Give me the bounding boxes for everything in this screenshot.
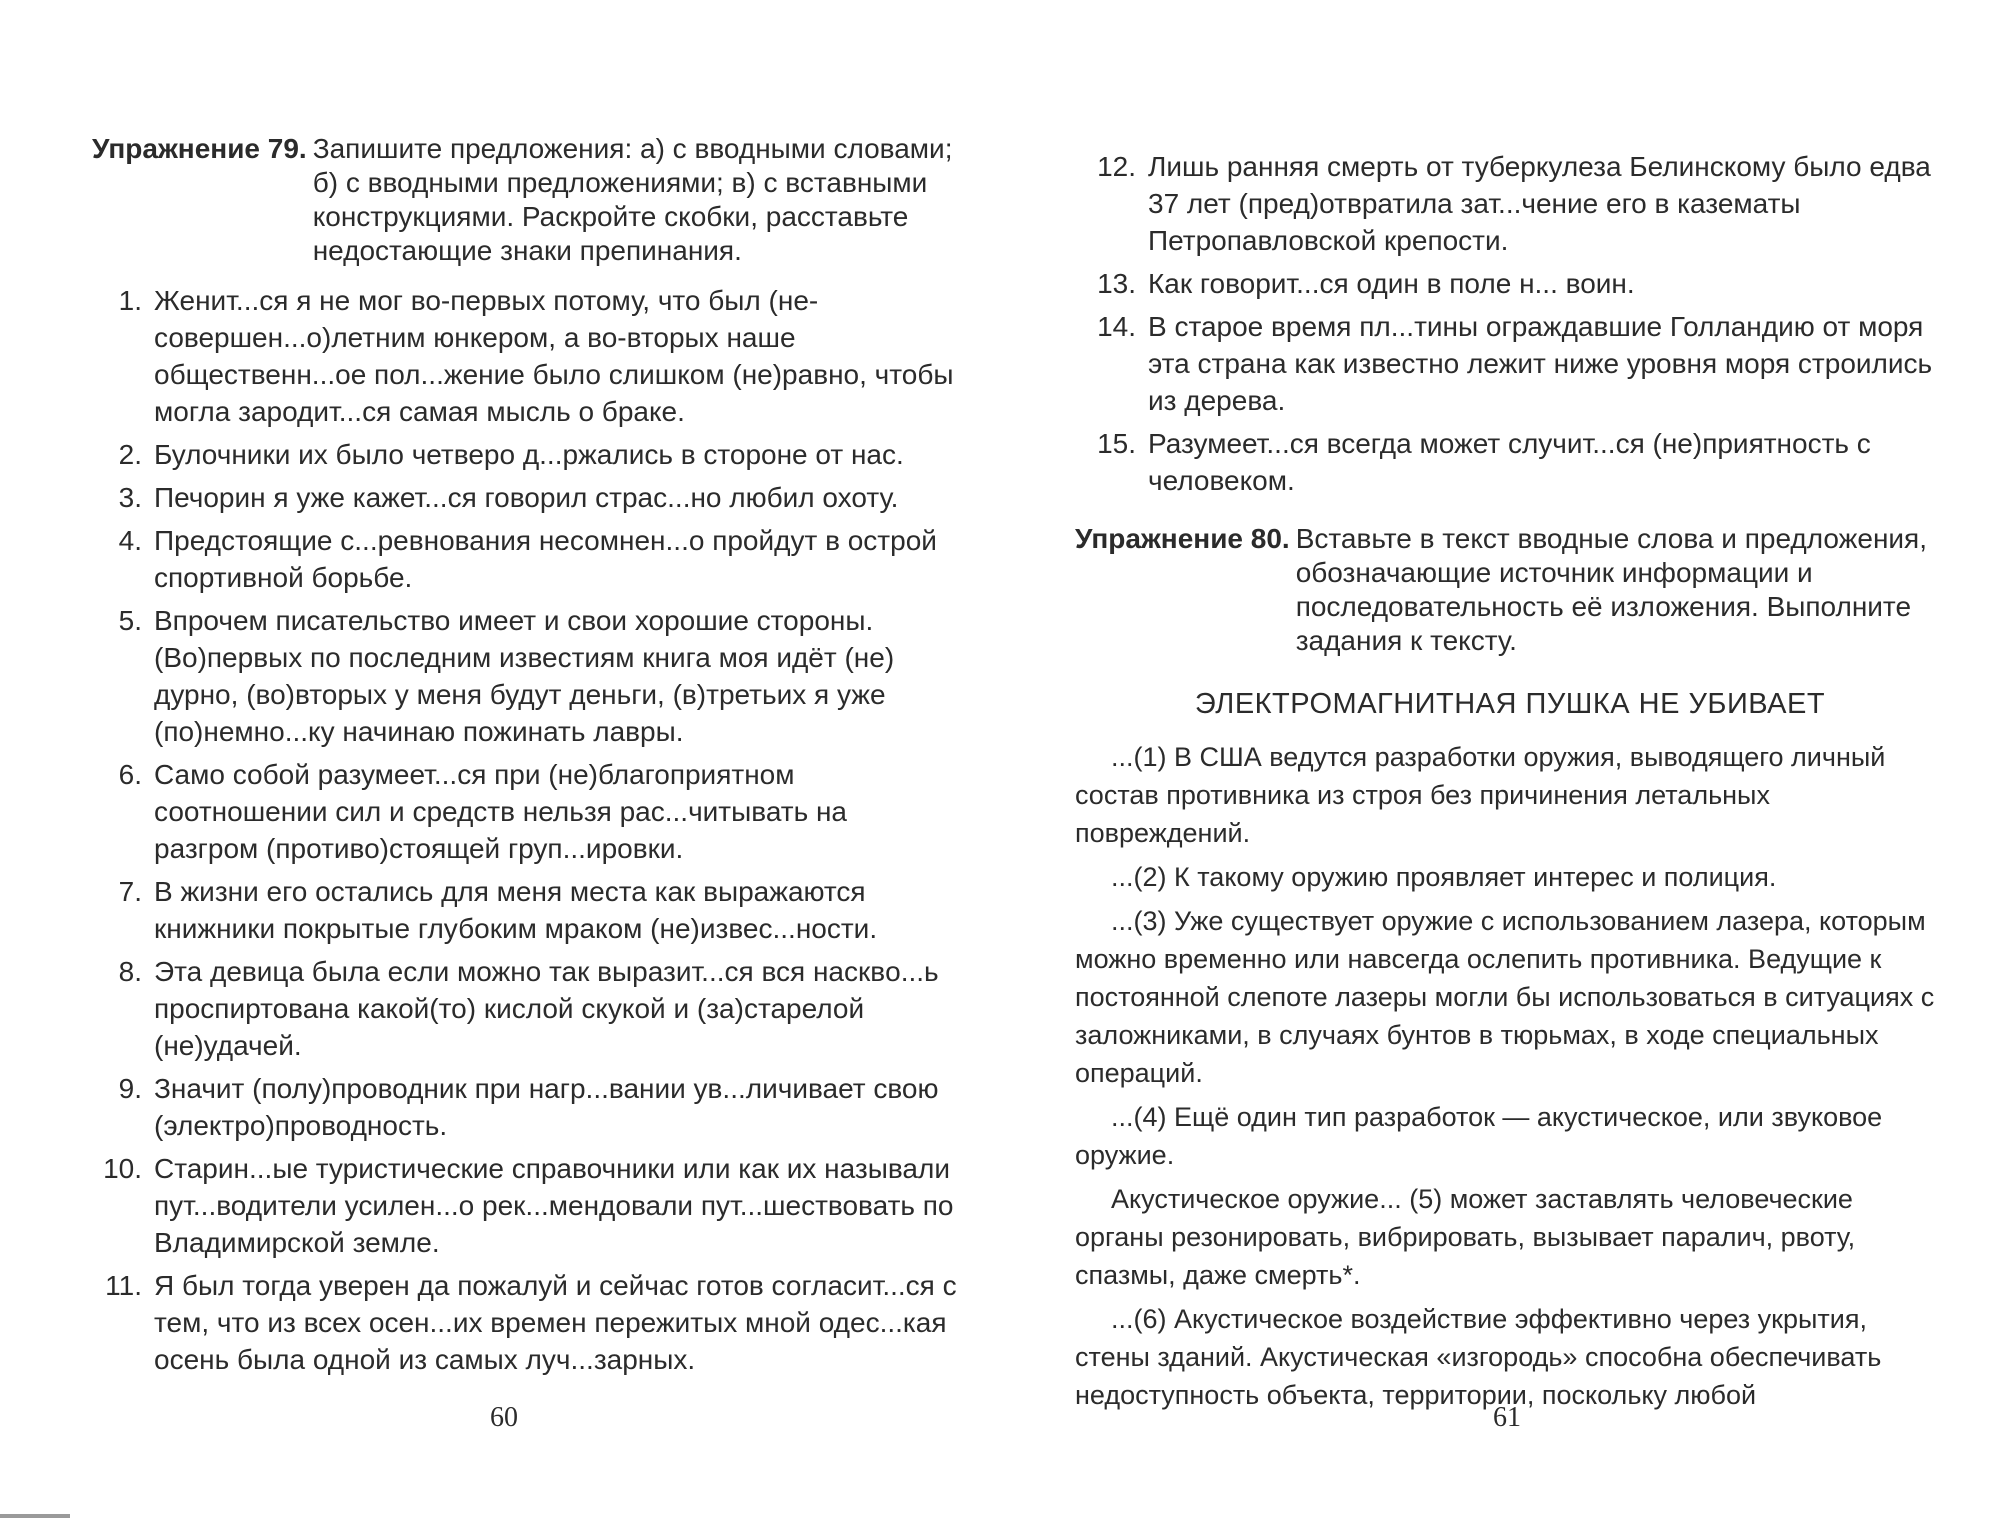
sentence-list — [92, 282, 958, 1384]
page-number: 61 — [1493, 1402, 1521, 1433]
item-text: Я был тогда уверен да пожалуй и сейчас готов согласит...ся с тем, что из всех осен...их времен пережитых мной одес...кая осень была одной из самых луч...зарных. — [154, 1270, 957, 1375]
item-number: 3. — [118, 482, 142, 513]
exercise-79 — [92, 132, 954, 268]
sentence-list-continued — [1088, 148, 1952, 505]
item-text: Как говорит...ся один в поле н... воин. — [1148, 268, 1635, 299]
paragraph: ...(2) К такому оружию проявляет интерес и полиция. — [1111, 862, 1777, 892]
paragraph: ...(3) Уже существует оружие с использованием лазера, которым можно временно или навсегда ослепить противника. Ведущие к постоянной слепоте лазеры могли бы использоваться в ситуациях с заложниками, в случаях бунтов в тюрьмах, в ходе специальных операций. — [1075, 906, 1935, 1088]
list-item — [1088, 265, 1952, 302]
paragraph: ...(6) Акустическое воздействие эффективно через укрытия, стены зданий. Акустическая «изгородь» способна обеспечивать недоступность объекта, территории, поскольку любой — [1075, 1304, 1882, 1410]
item-number: 12. — [1097, 151, 1136, 182]
item-text: Женит...ся я не мог во-первых потому, что был (не-совершен...о)летним юнкером, а во-вторых наше общественн...ое пол...жение было слишком (не)равно, чтобы могла зародит...ся самая мысль о браке. — [154, 285, 954, 427]
item-text: Впрочем писательство имеет и свои хорошие стороны. (Во)первых по последним известиям книга моя идёт (не) дурно, (во)вторых у меня будут деньги, (в)третьих я уже (по)немно...ку начинаю пожинать лавры. — [154, 605, 895, 747]
item-text: Печорин я уже кажет...ся говорил страс...но любил охоту. — [154, 482, 899, 513]
item-number: 4. — [118, 525, 142, 556]
list-item — [92, 522, 958, 596]
list-item — [92, 1267, 958, 1378]
item-text: Эта девица была если можно так выразит...ся вся насквo...ь проспиртована какой(то) кислой скукой и (за)старелой (не)удачей. — [154, 956, 939, 1061]
paragraph: Акустическое оружие... (5) может заставлять человеческие органы резонировать, вибрировать, вызывает паралич, рвоту, спазмы, даже смерть*. — [1075, 1184, 1856, 1290]
list-item — [92, 282, 958, 430]
page-number: 60 — [490, 1402, 518, 1433]
list-item — [92, 436, 958, 473]
list-item — [92, 953, 958, 1064]
list-item — [92, 602, 958, 750]
item-number: 6. — [118, 759, 142, 790]
item-number: 10. — [103, 1153, 142, 1184]
paragraph: ...(1) В США ведутся разработки оружия, выводящего личный состав противника из строя без причинения летальных повреждений. — [1075, 742, 1886, 848]
paragraph: ...(4) Ещё один тип разработок — акустическое, или звуковое оружие. — [1075, 1102, 1883, 1170]
item-number: 15. — [1097, 428, 1136, 459]
item-text: В старое время пл...тины ограждавшие Голландию от моря эта страна как известно лежит ниже уровня моря строились из дерева. — [1148, 311, 1933, 416]
list-item — [92, 756, 958, 867]
item-number: 1. — [118, 285, 142, 316]
item-number: 11. — [105, 1270, 142, 1301]
item-number: 7. — [118, 876, 142, 907]
exercise-label: Упражнение 79. — [92, 133, 307, 164]
item-text: Само собой разумеет...ся при (не)благоприятном соотношении сил и средств нельзя рас...читывать на разгром (противо)стоящей груп...ировки. — [154, 759, 847, 864]
exercise-task: Вставьте в текст вводные слова и предложения, обозначающие источник информации и последовательность её изложения. Выполните задания к тексту. — [1295, 523, 1927, 656]
list-item — [92, 873, 958, 947]
list-item — [92, 1150, 958, 1261]
list-item — [92, 479, 958, 516]
item-text: В жизни его остались для меня места как выражаются книжники покрытые глубоким мраком (не)извес...ности. — [154, 876, 878, 944]
exercise-80 — [1075, 522, 1945, 658]
page-edge-mark — [0, 1514, 70, 1518]
list-item — [1088, 425, 1952, 499]
list-item — [1088, 148, 1952, 259]
exercise-label: Упражнение 80. — [1075, 523, 1290, 554]
item-number: 2. — [118, 439, 142, 470]
item-number: 5. — [118, 605, 142, 636]
item-text: Значит (полу)проводник при нагр...вании ув...личивает свою (электро)проводность. — [154, 1073, 939, 1141]
item-text: Старин...ые туристические справочники или как их называли пут...водители усилен...о рек...мендовали пут...шествовать по Владимирской земле. — [154, 1153, 954, 1258]
article-text — [1075, 738, 1945, 1420]
item-number: 9. — [118, 1073, 142, 1104]
right-page — [1000, 0, 2000, 1518]
list-item — [92, 1070, 958, 1144]
item-text: Лишь ранняя смерть от туберкулеза Белинскому было едва 37 лет (пред)отвратила зат...чение его в казематы Петропавловской крепости. — [1148, 151, 1931, 256]
item-text: Разумеет...ся всегда может случит...ся (не)приятность с человеком. — [1148, 428, 1871, 496]
exercise-task: Запишите предложения: а) с вводными словами; б) с вводными предложениями; в) с вставными конструкциями. Раскройте скобки, расставьте недостающие знаки препинания. — [312, 133, 953, 266]
item-number: 8. — [118, 956, 142, 987]
item-text: Предстоящие с...ревнования несомнен...о пройдут в острой спортивной борьбе. — [154, 525, 937, 593]
item-text: Булочники их было четверо д...ржались в стороне от нас. — [154, 439, 904, 470]
item-number: 13. — [1097, 268, 1136, 299]
list-item — [1088, 308, 1952, 419]
section-title: ЭЛЕКТРОМАГНИТНАЯ ПУШКА НЕ УБИВАЕТ — [1194, 688, 1826, 720]
item-number: 14. — [1097, 311, 1136, 342]
